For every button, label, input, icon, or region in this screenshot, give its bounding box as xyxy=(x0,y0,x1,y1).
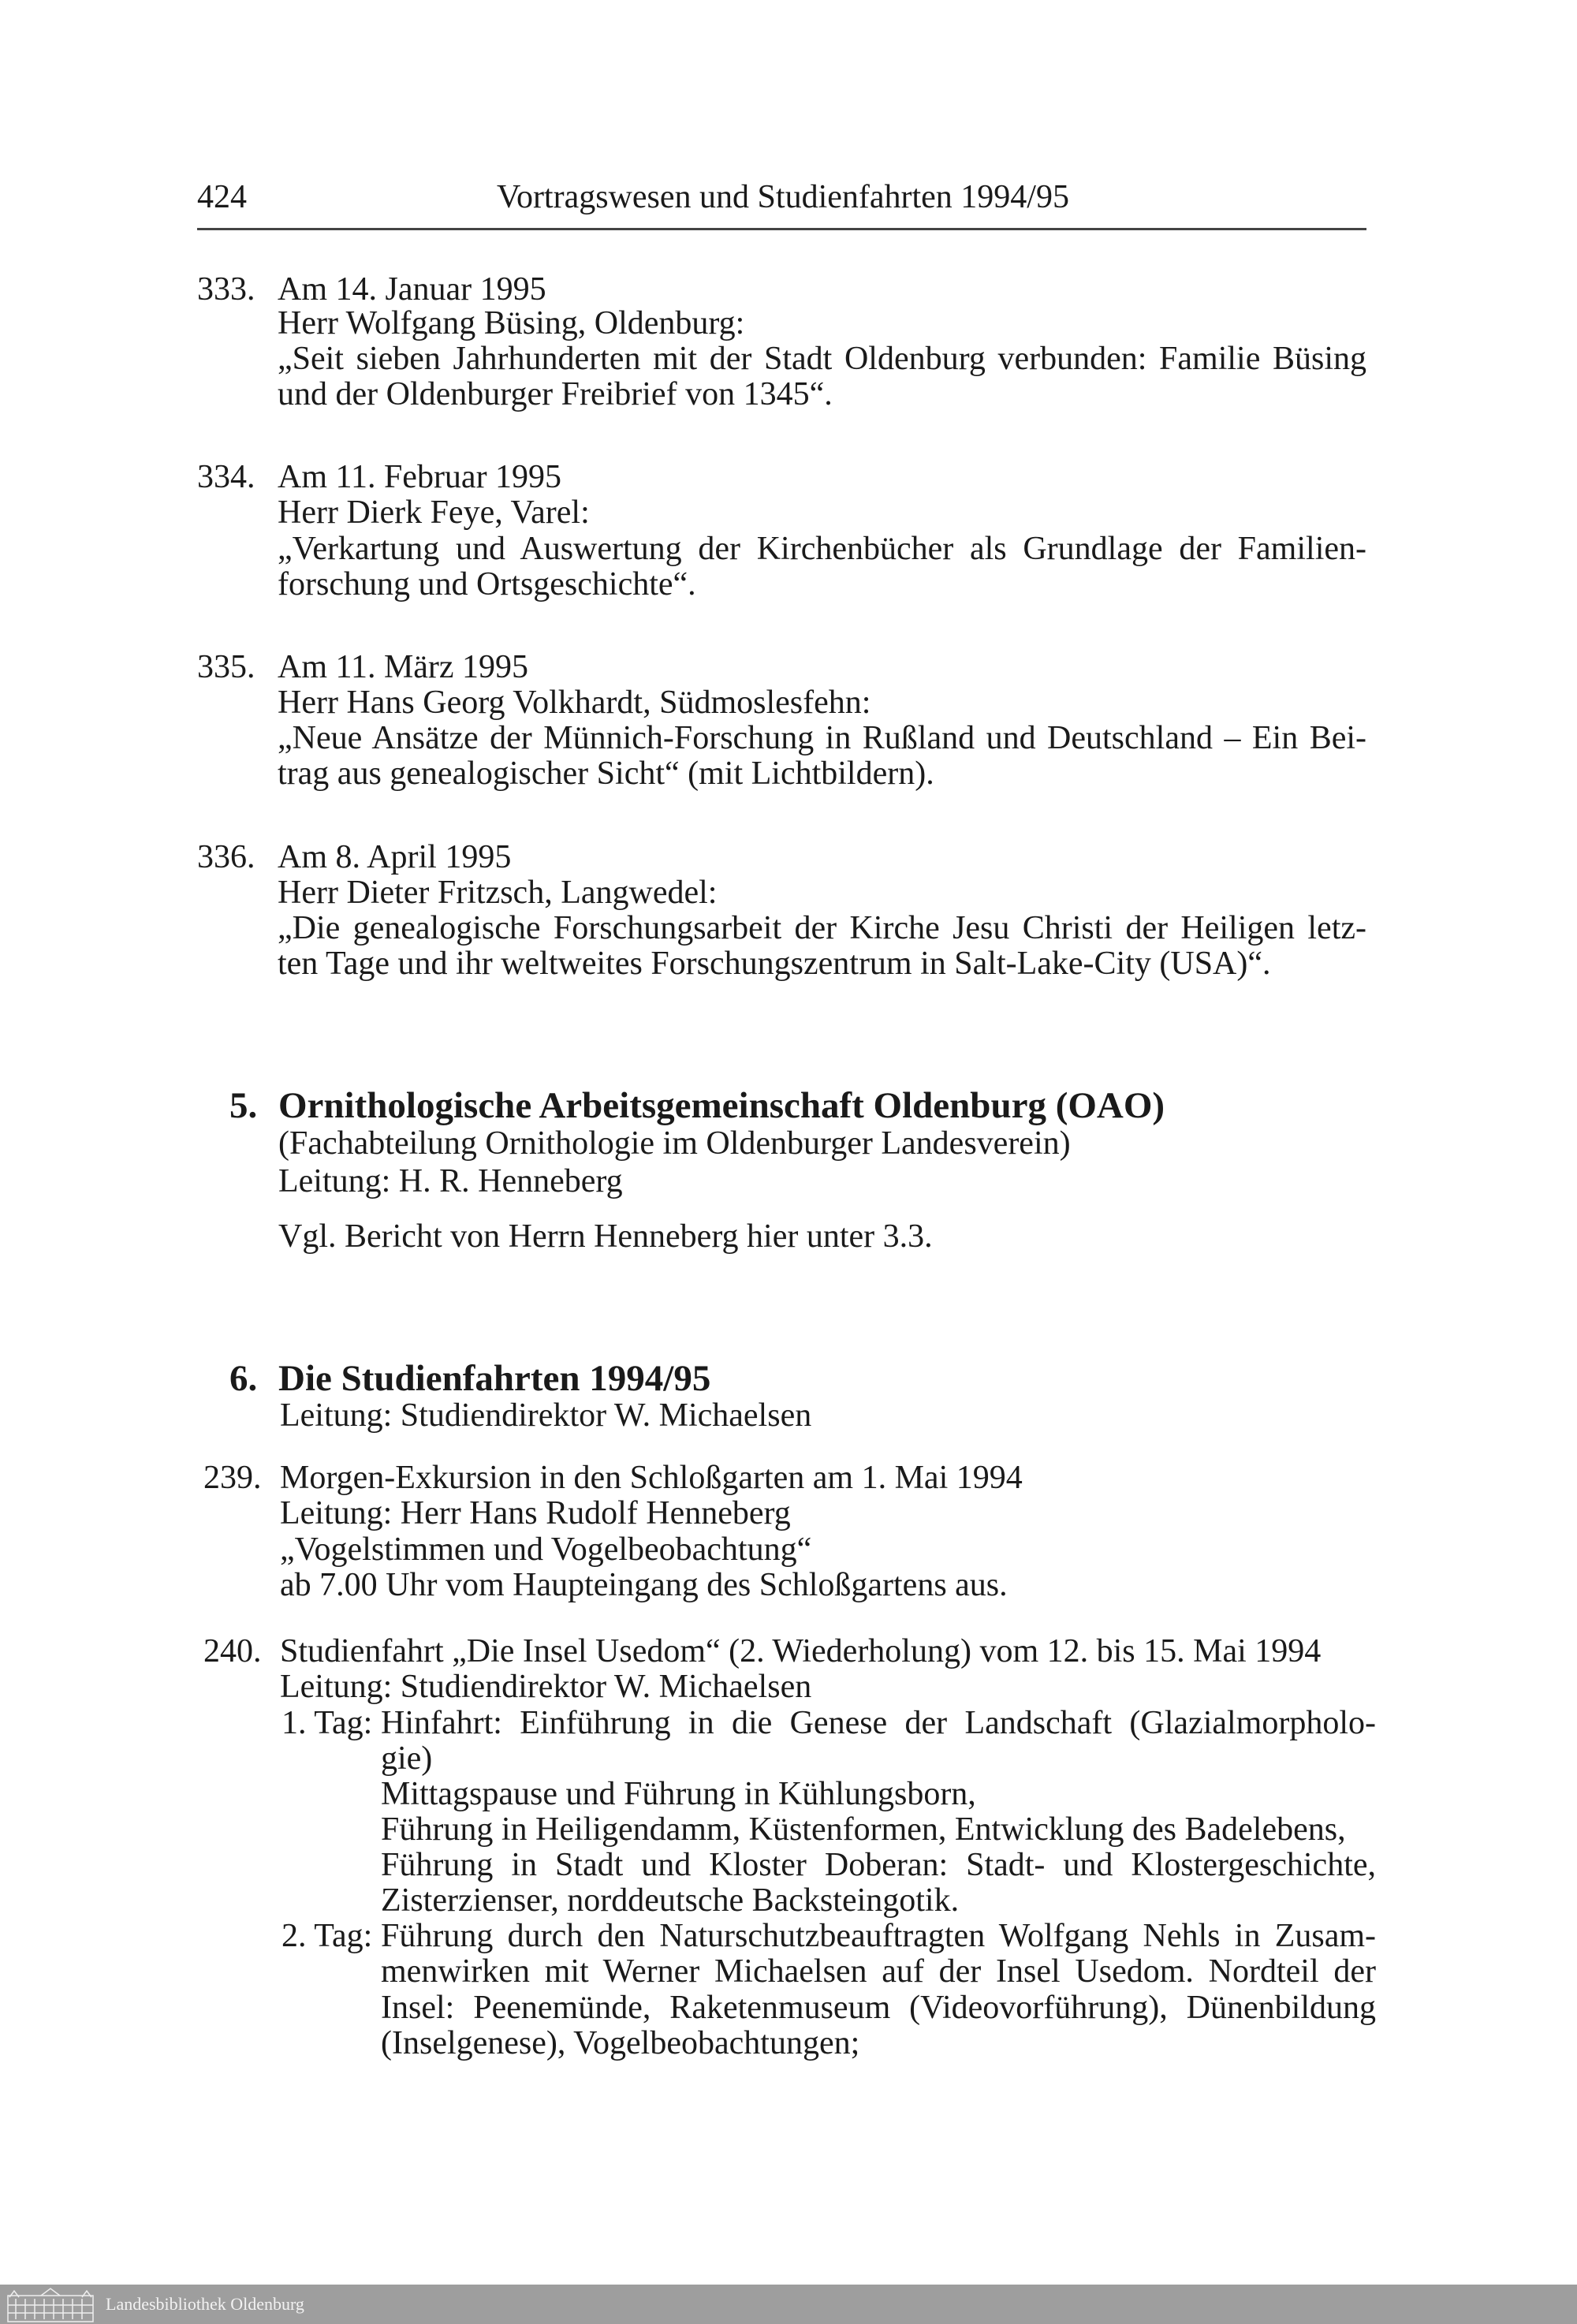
entry-line: Herr Hans Georg Volkhardt, Südmoslesfehn: xyxy=(278,685,871,721)
entry-number: 335. xyxy=(197,649,255,685)
footer-bar xyxy=(0,2285,1577,2324)
running-title: Vortragswesen und Studienfahrten 1994/95 xyxy=(497,179,1069,215)
entry-line: Am 14. Januar 1995 xyxy=(278,271,546,308)
entry-line: Herr Dieter Fritzsch, Langwedel: xyxy=(278,875,718,911)
entry-line: Am 8. April 1995 xyxy=(278,839,512,875)
day-line: Führung in Stadt und Kloster Doberan: Stadt- und Klostergeschichte, xyxy=(381,1847,1376,1883)
entry-line: Leitung: Herr Hans Rudolf Henneberg xyxy=(280,1495,791,1531)
entry-line: trag aus genealogischer Sicht“ (mit Lichtbildern). xyxy=(278,755,934,792)
entry-line: forschung und Ortsgeschichte“. xyxy=(278,566,696,602)
entry-number: 336. xyxy=(197,839,255,875)
section-leitung: Leitung: H. R. Henneberg xyxy=(278,1163,623,1199)
section-number: 5. xyxy=(229,1085,258,1126)
entry-line: Morgen-Exkursion in den Schloßgarten am 1. Mai 1994 xyxy=(280,1460,1023,1496)
day-line: Führung in Heiligendamm, Küstenformen, Entwicklung des Badelebens, xyxy=(381,1811,1346,1848)
section-note: Vgl. Bericht von Herrn Henneberg hier unter 3.3. xyxy=(278,1218,933,1255)
day-line: Mittagspause und Führung in Kühlungsborn, xyxy=(381,1776,976,1812)
footer-library-name: Landesbibliothek Oldenburg xyxy=(106,2294,304,2314)
entry-line: Am 11. März 1995 xyxy=(278,649,529,685)
day-line: Führung durch den Naturschutzbeauftragten Wolfgang Nehls in Zusam- xyxy=(381,1918,1376,1954)
entry-line: „Seit sieben Jahrhunderten mit der Stadt Oldenburg verbunden: Familie Büsing xyxy=(278,341,1366,377)
day-line: gie) xyxy=(381,1740,433,1777)
day-label: 2. Tag: xyxy=(281,1918,373,1954)
entry-line: ten Tage und ihr weltweites Forschungszentrum in Salt-Lake-City (USA)“. xyxy=(278,946,1271,982)
library-building-logo xyxy=(6,2288,95,2322)
page-number: 424 xyxy=(197,179,247,215)
section-leitung: Leitung: Studiendirektor W. Michaelsen xyxy=(280,1397,812,1434)
entry-line: „Die genealogische Forschungsarbeit der Kirche Jesu Christi der Heiligen letz- xyxy=(278,910,1366,946)
header-rule xyxy=(197,228,1366,230)
entry-line: und der Oldenburger Freibrief von 1345“. xyxy=(278,376,833,412)
entry-line: ab 7.00 Uhr vom Haupteingang des Schloßgartens aus. xyxy=(280,1567,1008,1603)
entry-line: Herr Wolfgang Büsing, Oldenburg: xyxy=(278,305,745,341)
entry-number: 239. xyxy=(203,1460,262,1496)
section-title: Die Studienfahrten 1994/95 xyxy=(278,1358,711,1399)
entry-number: 240. xyxy=(203,1633,262,1669)
day-line: Hinfahrt: Einführung in die Genese der Landschaft (Glazialmorpholo- xyxy=(381,1705,1376,1741)
entry-line: Am 11. Februar 1995 xyxy=(278,459,562,495)
section-subtitle: (Fachabteilung Ornithologie im Oldenburger Landesverein) xyxy=(278,1125,1071,1162)
entry-line: „Verkartung und Auswertung der Kirchenbücher als Grundlage der Familien- xyxy=(278,531,1366,567)
day-line: Zisterzienser, norddeutsche Backsteingotik. xyxy=(381,1882,960,1919)
entry-line: Leitung: Studiendirektor W. Michaelsen xyxy=(280,1669,812,1705)
entry-line: Studienfahrt „Die Insel Usedom“ (2. Wiederholung) vom 12. bis 15. Mai 1994 xyxy=(280,1633,1322,1669)
entry-number: 333. xyxy=(197,271,255,308)
section-number: 6. xyxy=(229,1358,258,1399)
day-line: menwirken mit Werner Michaelsen auf der Insel Usedom. Nordteil der xyxy=(381,1953,1376,1990)
day-line: (Inselgenese), Vogelbeobachtungen; xyxy=(381,2025,860,2061)
entry-number: 334. xyxy=(197,459,255,495)
entry-line: Herr Dierk Feye, Varel: xyxy=(278,494,590,531)
entry-line: „Vogelstimmen und Vogelbeobachtung“ xyxy=(280,1531,812,1568)
day-label: 1. Tag: xyxy=(281,1705,373,1741)
entry-line: „Neue Ansätze der Münnich-Forschung in Rußland und Deutschland – Ein Bei- xyxy=(278,720,1366,756)
section-title: Ornithologische Arbeitsgemeinschaft Oldenburg (OAO) xyxy=(278,1085,1165,1126)
day-line: Insel: Peenemünde, Raketenmuseum (Videovorführung), Dünenbildung xyxy=(381,1990,1376,2026)
